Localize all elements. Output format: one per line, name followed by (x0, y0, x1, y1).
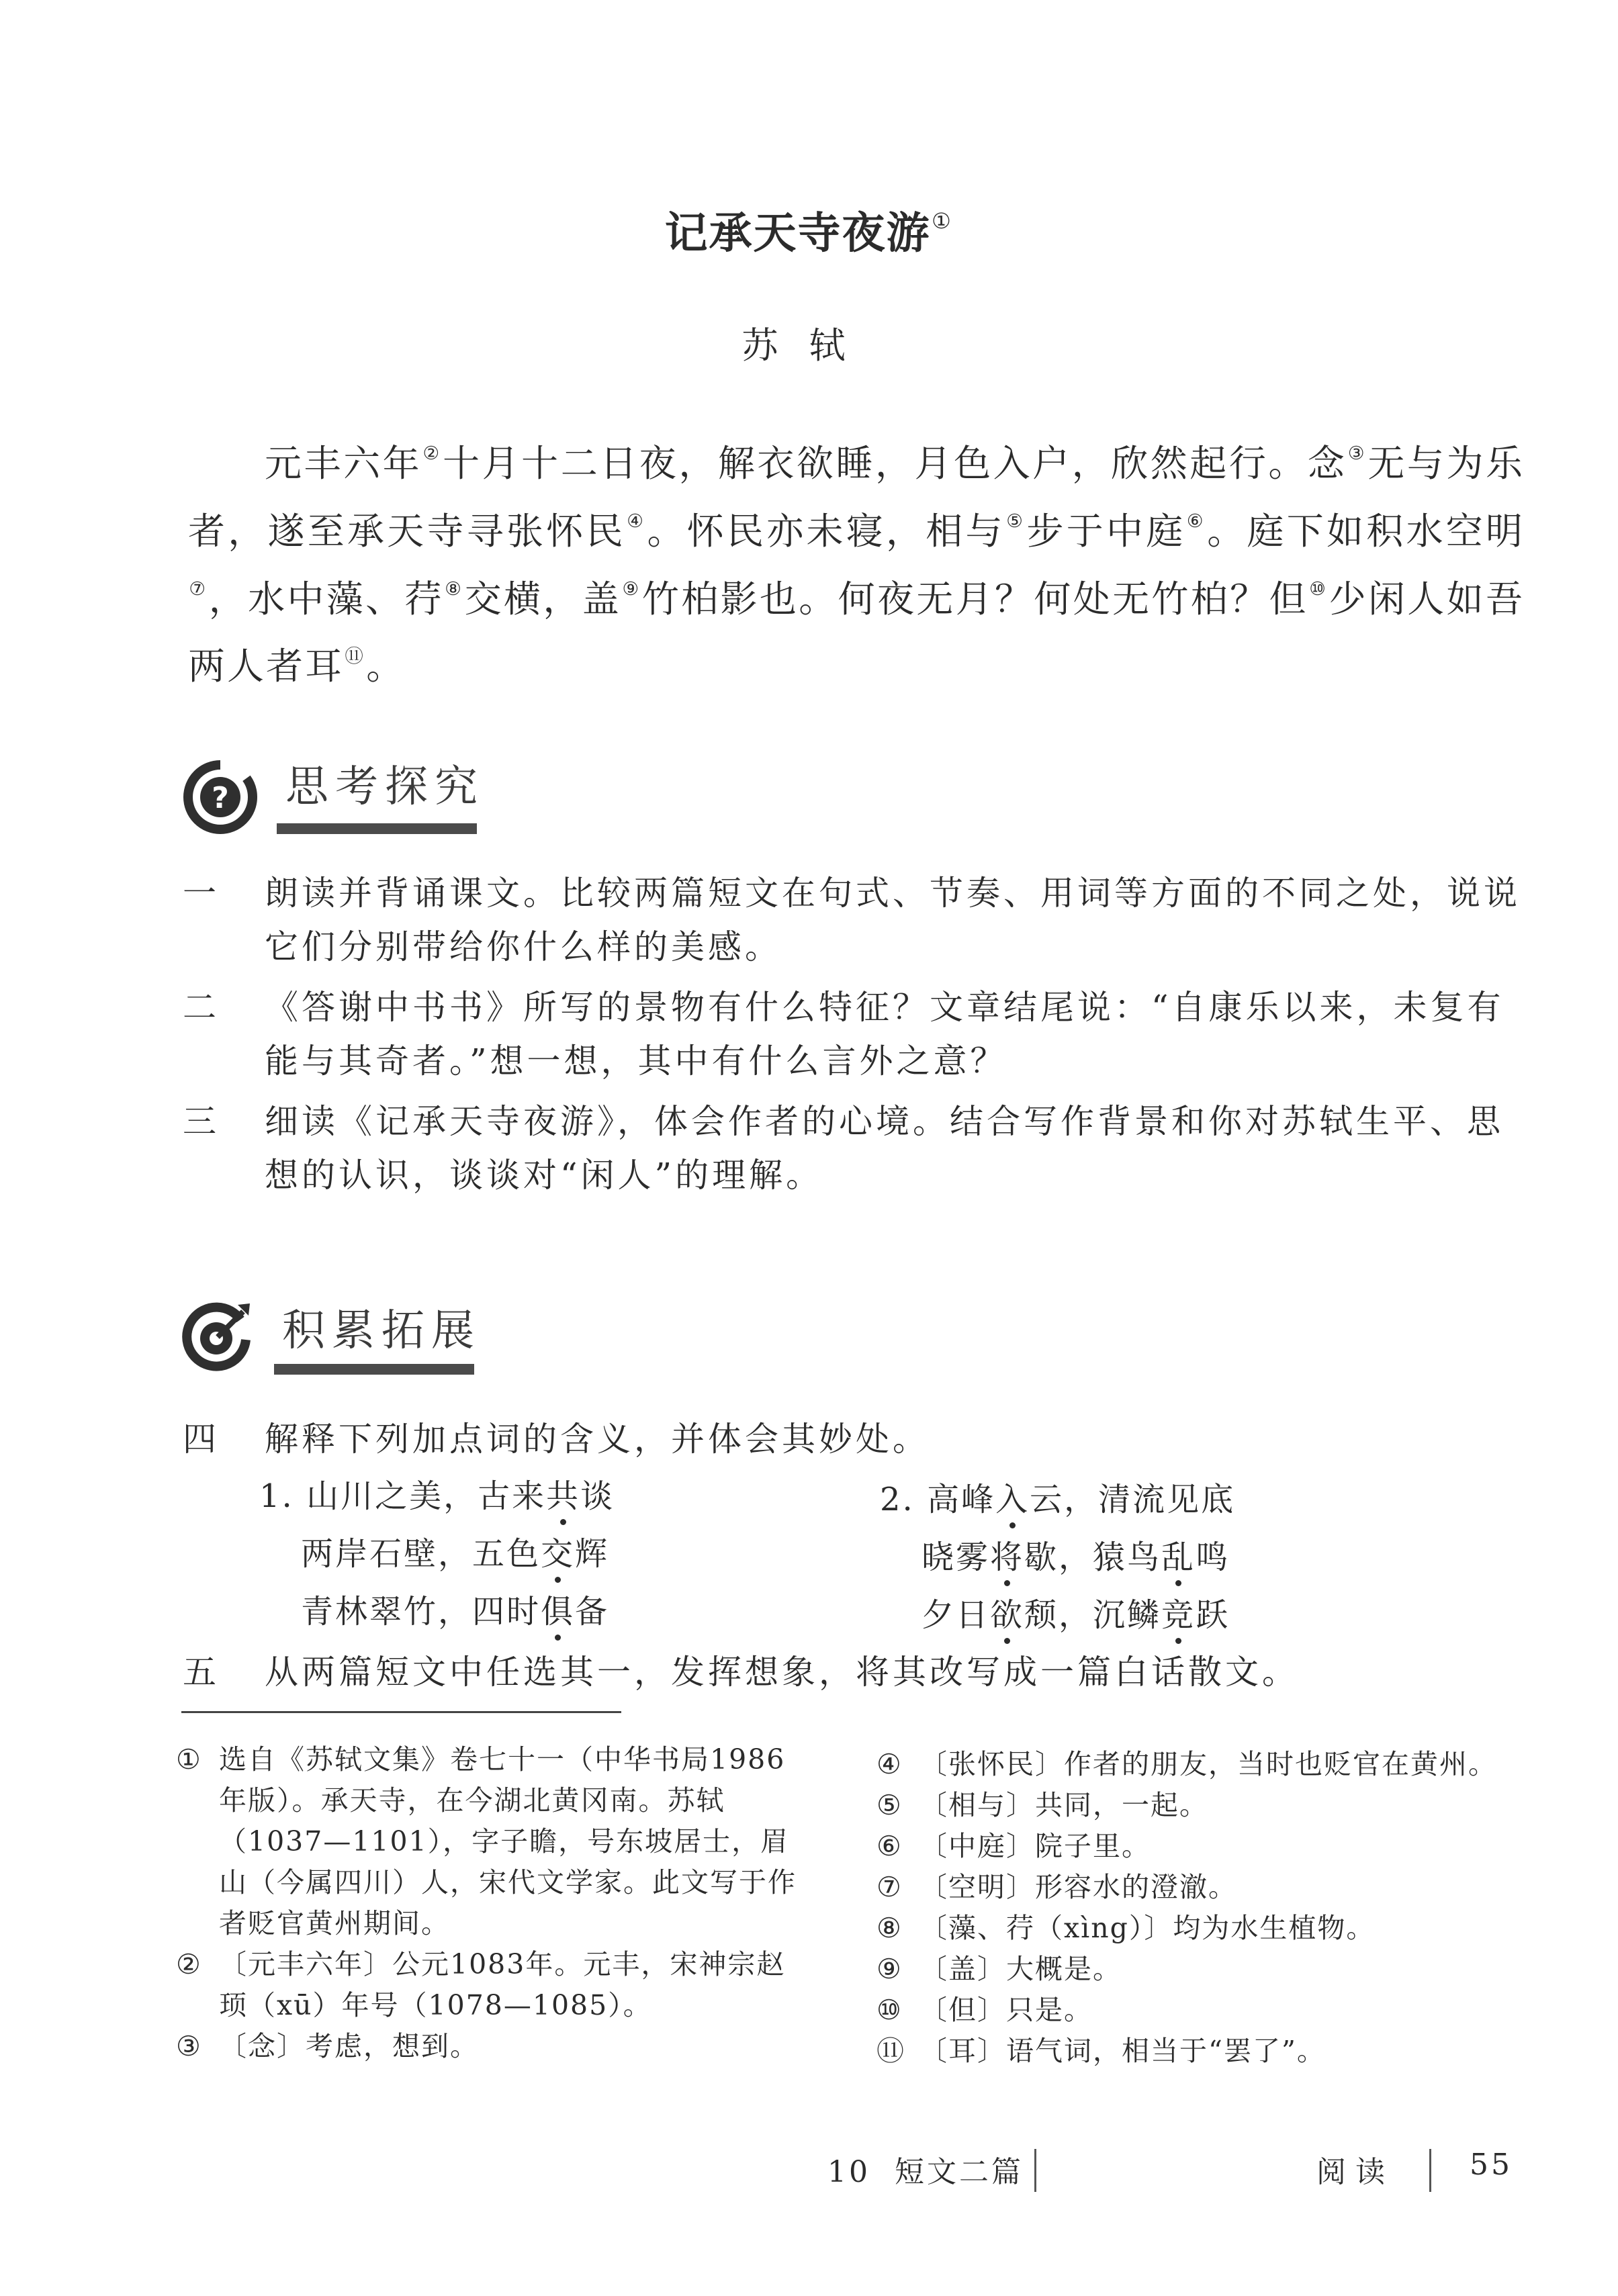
lesson-number: 10 (827, 2155, 870, 2189)
author-name: 苏轼 (741, 324, 877, 367)
poem-group-2 (880, 1471, 1235, 1644)
footnote-text: 〔空明〕形容水的澄澈。 (919, 1871, 1237, 1903)
section-title-extension: 积累拓展 (282, 1306, 481, 1356)
question-5 (183, 1645, 1533, 1699)
title-note-mark: ① (932, 208, 952, 234)
footnote-mark: ③ (1347, 443, 1367, 464)
footnote-text: 〔相与〕共同，一起。 (919, 1789, 1208, 1821)
question-text: 从两篇短文中任选其一，发挥想象，将其改写成一篇白话散文。 (265, 1653, 1299, 1692)
question-4 (183, 1412, 1533, 1466)
body-text-run: ，水中藻、荇 (208, 577, 444, 621)
line-text: 山川之美，古来 (306, 1477, 547, 1515)
footnote-text: 〔耳〕语气词，相当于“罢了”。 (919, 2035, 1326, 2067)
footnote-mark: ⑥ (1186, 510, 1206, 532)
line-text: 云，清流见底 (1030, 1481, 1236, 1518)
footnote-item (877, 1949, 1521, 1990)
lesson-title: 短文二篇 (894, 2155, 1024, 2189)
section-underline (277, 823, 477, 834)
dotted-word: 乱 (1161, 1539, 1196, 1576)
footnote-text: 选自《苏轼文集》卷七十一（中华书局1986年版）。承天寺，在今湖北黄冈南。苏轼（1037—1101），字子瞻，号东坡居士，眉山（今属四川）人，宋代文学家。此文写于作者贬官黄州期间。 (219, 1743, 797, 1939)
line-text: 鸣 (1196, 1539, 1230, 1576)
footnote-item (877, 2031, 1521, 2072)
question-text: 细读《记承天寺夜游》，体会作者的心境。结合写作背景和你对苏轼生平、思想的认识，谈谈对“闲人”的理解。 (265, 1102, 1504, 1195)
dotted-word: 共 (546, 1477, 581, 1515)
footnote-mark: ⑪ (345, 645, 365, 668)
question-number: 三 (183, 1102, 220, 1141)
line-text: 跃 (1196, 1596, 1230, 1634)
footnote-number: ④ (877, 1748, 903, 1780)
footnote-text: 〔藻、荇（xìng）〕均为水生植物。 (919, 1912, 1376, 1944)
footnote-text: 〔盖〕大概是。 (919, 1953, 1122, 1985)
body-text-run: 无与为乐者，遂至承天寺寻张怀民 (188, 441, 1525, 553)
line-text: 谈 (580, 1477, 615, 1515)
footnote-text: 〔但〕只是。 (919, 1994, 1093, 2026)
footnote-divider (181, 1711, 621, 1713)
footnote-number: ⑧ (877, 1912, 903, 1944)
body-text-run: 。怀民亦未寝，相与 (647, 509, 1005, 553)
question-text: 解释下列加点词的含义，并体会其妙处。 (265, 1420, 930, 1459)
footnote-number: ⑤ (877, 1789, 903, 1821)
line-text: 夕日 (922, 1596, 991, 1634)
dotted-word: 俱 (541, 1593, 576, 1631)
body-text-run: 。 (366, 645, 406, 688)
question-mark-icon (183, 760, 258, 835)
question-1 (183, 866, 1533, 974)
line-text: 青林翠竹，四时 (301, 1593, 541, 1631)
footnote-item (877, 1990, 1521, 2031)
page-number: 55 (1470, 2148, 1513, 2182)
body-paragraph (188, 424, 1525, 695)
footnote-number: ⑪ (877, 2035, 905, 2067)
footer-lesson (827, 2148, 1024, 2191)
footnote-text: 〔元丰六年〕公元1083年。元丰，宋神宗赵顼（xū）年号（1078—1085）。 (219, 1948, 786, 2021)
footnote-mark: ⑤ (1006, 510, 1026, 532)
question-3 (183, 1095, 1533, 1202)
svg-text:?: ? (212, 781, 229, 815)
poem-line (259, 1525, 615, 1583)
line-text: 歇，猿鸟 (1024, 1539, 1162, 1576)
group-label: 1. (259, 1477, 294, 1515)
footnote-text: 〔念〕考虑，想到。 (219, 2030, 479, 2062)
poem-line (880, 1528, 1235, 1586)
poem-line (880, 1586, 1235, 1644)
footnote-item (877, 1785, 1521, 1826)
group-label: 2. (880, 1481, 915, 1518)
line-text: 晓雾 (922, 1539, 991, 1576)
footer-unit: 阅读 (1316, 2155, 1394, 2189)
dotted-word: 入 (995, 1481, 1030, 1518)
dotted-word: 竞 (1161, 1596, 1196, 1634)
footnote-number: ⑩ (877, 1994, 903, 2026)
question-number: 一 (183, 874, 220, 913)
footnote-number: ① (176, 1743, 202, 1776)
footer-divider (1034, 2149, 1036, 2192)
section-underline (274, 1364, 474, 1375)
footnote-mark: ④ (627, 510, 647, 532)
footnote-item (877, 1867, 1521, 1908)
body-text-run: 步于中庭 (1026, 509, 1186, 553)
dotted-word: 交 (541, 1535, 576, 1573)
line-text: 高峰 (927, 1481, 996, 1518)
footnote-text: 〔张怀民〕作者的朋友，当时也贬官在黄州。 (919, 1748, 1497, 1780)
footnote-mark: ② (422, 443, 442, 464)
body-text-run: 竹柏影也。何夜无月？何处无竹柏？但 (641, 577, 1308, 621)
body-text-run: 。庭下如积水空明 (1207, 509, 1525, 553)
body-text-run: 十月十二日夜，解衣欲睡，月色入户，欣然起行。念 (443, 441, 1347, 485)
footnote-mark: ⑧ (445, 578, 464, 600)
footnote-item (176, 1739, 814, 1944)
footnote-item (877, 1826, 1521, 1867)
question-2 (183, 980, 1533, 1088)
line-text: 颓，沉鳞 (1024, 1596, 1162, 1634)
question-number: 五 (183, 1653, 220, 1692)
section-title-thinking: 思考探究 (285, 762, 484, 812)
footnote-mark: ⑦ (189, 578, 208, 600)
footnote-number: ② (176, 1948, 202, 1980)
dotted-word: 欲 (990, 1596, 1025, 1634)
footnote-number: ③ (176, 2030, 202, 2062)
footnote-item (877, 1908, 1521, 1949)
question-number: 二 (183, 988, 220, 1027)
question-number: 四 (183, 1420, 220, 1459)
footnote-number: ⑥ (877, 1830, 903, 1862)
page-title (0, 199, 1618, 261)
footnote-text: 〔中庭〕院子里。 (919, 1830, 1151, 1862)
target-arrow-icon (179, 1299, 254, 1375)
line-text: 备 (575, 1593, 610, 1631)
footnote-item (176, 1944, 814, 2026)
question-text: 朗读并背诵课文。比较两篇短文在句式、节奏、用词等方面的不同之处，说说它们分别带给你什么样的美感。 (265, 874, 1521, 966)
poem-line (259, 1583, 615, 1641)
footnotes-left (176, 1739, 814, 2067)
footnote-number: ⑨ (877, 1953, 903, 1985)
body-text-run: 少闲人如吾两人者耳 (188, 577, 1525, 688)
poem-group-1 (259, 1467, 615, 1641)
poem-line (259, 1467, 615, 1525)
footnote-item (176, 2026, 814, 2067)
body-text-run: 元丰六年 (265, 441, 422, 485)
poem-line (880, 1471, 1235, 1528)
line-text: 两岸石壁，五色 (301, 1535, 541, 1573)
body-text-run: 交横，盖 (464, 577, 622, 621)
footer-divider (1429, 2149, 1431, 2192)
footnotes-right (877, 1744, 1521, 2072)
line-text: 辉 (575, 1535, 610, 1573)
footnote-number: ⑦ (877, 1871, 903, 1903)
footnote-mark: ⑩ (1309, 578, 1329, 600)
title-text: 记承天寺夜游 (664, 208, 931, 259)
footnote-item (877, 1744, 1521, 1785)
footnote-mark: ⑨ (622, 578, 641, 600)
dotted-word: 将 (990, 1539, 1025, 1576)
question-text: 《答谢中书书》所写的景物有什么特征？文章结尾说：“自康乐以来，未复有能与其奇者。”想一想，其中有什么言外之意？ (265, 988, 1504, 1081)
